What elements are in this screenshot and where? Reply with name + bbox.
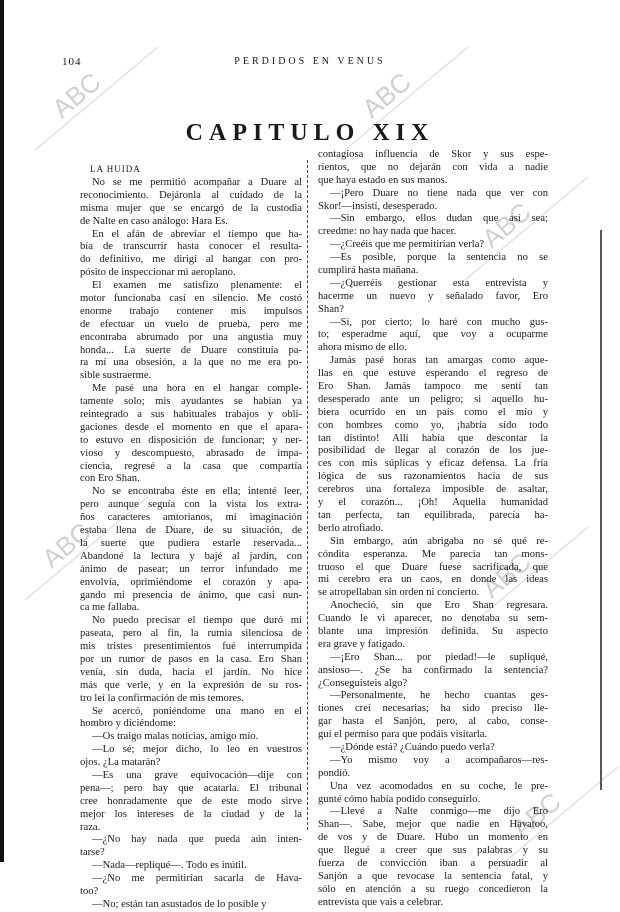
text-line: —No; están tan asustados de lo posible y xyxy=(92,898,267,910)
text-line: encontraba abrumado por una angustia muy xyxy=(80,331,302,343)
abc-watermark: ABC xyxy=(476,196,537,254)
section-heading: LA HUIDA xyxy=(90,164,141,174)
text-line: Sanjón a que revocase la sentencia fatal, y xyxy=(318,870,548,882)
text-line: —Nada—repliqué—. Todo es inútil. xyxy=(92,860,247,872)
text-line: gaciones desde el momento en que el apara- xyxy=(80,421,302,433)
text-line: Sin embargo, aún abrigaba no sé qué re- xyxy=(330,535,548,547)
text-line: —¡Pero Duare no tiene nada que ver con xyxy=(330,187,548,199)
text-line: Abandoné la lectura y bajé al jardín, con xyxy=(80,550,302,562)
paragraph xyxy=(318,213,548,239)
text-line: hombro y diciéndome: xyxy=(80,718,176,730)
text-line: Anocheció, sin que Ero Shan regresara. xyxy=(330,600,548,612)
paragraph xyxy=(80,177,302,229)
text-line: pósito de inspeccionar mi aeroplano. xyxy=(80,267,236,279)
text-line: gando mi presencia de ánimo, que casi nun- xyxy=(80,589,302,601)
text-line: reconocimiento. Dejáronla al cuidado de la xyxy=(80,189,302,201)
text-line: tro leí la confirmación de mis temores. xyxy=(80,692,244,704)
text-line: posibilidad de llegar al corazón de los jue- xyxy=(318,445,548,457)
text-line: la suerte que pudiera estarle reservada... xyxy=(80,537,302,549)
text-line: de vos y de Duare. Hubo un momento en xyxy=(318,832,548,844)
text-line: tan distinto! Allí había que descontar la xyxy=(318,432,548,444)
text-line: gunté cómo había podido conseguirlo. xyxy=(318,793,481,805)
text-line: ahora mismo de ello. xyxy=(318,342,407,354)
page-number: 104 xyxy=(62,56,82,68)
text-line: —¿Dónde está? ¿Cuándo puedo verla? xyxy=(330,741,495,753)
text-line: —¡Ero Shan... por piedad!—le supliqué, xyxy=(330,651,548,663)
paragraph xyxy=(318,239,548,252)
text-line: Me pasé una hora en el hangar comple- xyxy=(92,383,302,395)
text-line: cerebros una fortaleza imposible de asaltar, xyxy=(318,484,548,496)
text-line: reintegrado a sus habituales trabajos y obli- xyxy=(80,409,302,421)
text-line: se atropellaban sin orden ni concierto. xyxy=(318,587,480,599)
text-line: venía, sin duda, hacia el jardín. No hice xyxy=(80,666,302,678)
text-line: y el corazón... ¡Oh! Aquella humanidad xyxy=(318,497,548,509)
text-line: —Es una grave equivocación—dije con xyxy=(92,769,302,781)
text-line: pondió. xyxy=(318,767,351,779)
text-line: creedme: no hay nada que hacer. xyxy=(318,226,457,238)
column-rule xyxy=(307,160,309,830)
text-line: hacerme un nuevo y señalado favor, Ero xyxy=(318,290,548,302)
paragraph xyxy=(80,860,302,873)
text-line: Skor!—insistí, desesperado. xyxy=(318,200,438,212)
text-line: —Sí, por cierto; lo haré con mucho gus- xyxy=(330,316,548,328)
paragraph xyxy=(80,731,302,744)
text-line: ños caracteres amtorianos, mi imaginación xyxy=(80,512,302,524)
paragraph xyxy=(80,770,302,834)
text-line: No se me permitió acompañar a Duare al xyxy=(92,177,302,188)
text-line: Se acercó, poniéndome una mano en el xyxy=(92,705,302,717)
text-line: mi cerebro era un caos, en donde las ideas xyxy=(318,574,548,586)
text-line: mis tristes presentimientos fué interrumpida xyxy=(80,641,302,653)
text-line: Una vez acomodados en su coche, le pre- xyxy=(330,780,548,792)
text-line: —¿No me permitirían sacarla de Hava- xyxy=(92,873,302,885)
text-line: —¿No hay nada que pueda aún inten- xyxy=(92,834,302,846)
text-line: ¿Conseguisteis algo? xyxy=(318,677,408,689)
text-line: con Ero Shan. xyxy=(80,473,140,485)
text-line: ca me fallaba. xyxy=(80,602,140,614)
text-line: to estuvo en disposición de funcionar; y ner- xyxy=(80,434,302,446)
paragraph xyxy=(80,706,302,732)
text-line: era grave y fatigado. xyxy=(318,638,406,650)
text-line: pero aunque seguía con la vista los extra- xyxy=(80,499,302,511)
paragraph xyxy=(80,615,302,705)
paragraph xyxy=(80,834,302,860)
text-line: —Os traigo malas noticias, amigo mío. xyxy=(92,731,259,743)
text-line: ojos. ¿La matarán? xyxy=(80,757,161,769)
text-line: mejor los intereses de la ciudad y de la xyxy=(80,808,302,820)
text-line: fuerza de convicción iban a persuadir al xyxy=(318,857,548,869)
text-line: ciencia, regresé a la casa que compartía xyxy=(80,460,302,472)
text-line: pena—; pero hay que acatarla. El tribunal xyxy=(80,782,302,794)
paragraph xyxy=(80,873,302,899)
paragraph xyxy=(80,383,302,486)
paragraph xyxy=(318,252,548,278)
text-line: ces con mis súplicas y eficaz defensa. La fría xyxy=(318,458,548,470)
text-line: El examen me satisfizo plenamente: el xyxy=(92,280,302,292)
text-line: sólo en atención a su ruego concedieron la xyxy=(318,883,548,895)
page-edge-right xyxy=(600,230,602,790)
text-line: que llegué a creer que sus palabras y su xyxy=(318,845,548,857)
text-line: motor funcionaba casi en silencio. Me costó xyxy=(80,293,302,305)
abc-watermark: ABC xyxy=(36,516,97,574)
paragraph xyxy=(318,690,548,742)
text-line: —Sin embargo, ellos dudan que así sea; xyxy=(330,213,548,225)
text-line: ánimo de pasear; un terror infundado me xyxy=(80,563,302,575)
paragraph xyxy=(318,781,548,807)
text-line: Cuando le vi aparecer, no denotaba su sem- xyxy=(318,613,548,625)
text-line: do definitivo, me dirigí al hangar con pro- xyxy=(80,254,302,266)
running-head: PERDIDOS EN VENUS xyxy=(234,56,386,67)
text-line: honda... La suerte de Duare constituía pa- xyxy=(80,344,302,356)
text-line: —Personalmente, he hecho cuantas ges- xyxy=(330,690,548,702)
paragraph xyxy=(318,742,548,755)
text-line: tamente solo; mis ayudantes se habían ya xyxy=(80,396,302,408)
text-line: bía de transcurrir hasta conocer el resulta- xyxy=(80,241,302,253)
text-line: —¿Querréis gestionar esta entrevista y xyxy=(330,277,548,289)
abc-watermark: ABC xyxy=(356,66,417,124)
paragraph xyxy=(318,536,548,600)
text-line: desesperado ante un peligro; si aquello hu- xyxy=(318,393,548,405)
text-line: con hombres como yo, ¡habría sido todo xyxy=(318,419,548,431)
paragraph xyxy=(318,188,548,214)
paragraph xyxy=(318,355,548,535)
text-line: ra mí una obsesión, a la que no me era po- xyxy=(80,357,302,369)
text-column-left xyxy=(80,177,302,912)
text-line: envolvía, oprimiéndome el corazón y apa- xyxy=(80,576,302,588)
text-line: cree honradamente que de este modo sirve xyxy=(80,795,302,807)
paragraph xyxy=(80,899,302,912)
paragraph xyxy=(80,280,302,383)
paragraph xyxy=(318,278,548,317)
text-line: sible sustraerme. xyxy=(80,370,152,382)
text-line: ansioso—. ¿Se ha confirmado la sentencia? xyxy=(318,664,548,676)
text-line: raza. xyxy=(80,821,101,833)
paragraph xyxy=(80,744,302,770)
text-line: Ero Shan. Jamás tampoco me sentí tan xyxy=(318,381,548,393)
text-line: entrevista que vais a celebrar. xyxy=(318,896,444,908)
paragraph xyxy=(318,652,548,691)
text-line: estaba llena de Duare, de su situación, de xyxy=(80,525,302,537)
paragraph xyxy=(318,600,548,652)
abc-watermark: ABC xyxy=(476,546,537,604)
paragraph xyxy=(318,317,548,356)
text-line: En el afán de abreviar el tiempo que ha- xyxy=(92,228,302,240)
text-line: de efectuar un vuelo de prueba, pero me xyxy=(80,318,302,330)
text-line: berlo atrofiado. xyxy=(318,522,384,534)
paragraph xyxy=(318,806,548,909)
text-line: —Lo sé; mejor dicho, lo leo en vuestros xyxy=(92,744,302,756)
text-line: tan perfecta, tan equilibrada, parecía ha- xyxy=(318,509,548,521)
text-line: por un rumor de pasos en la casa. Ero Shan xyxy=(80,653,302,665)
text-line: lógica de sus razonamientos hacía de sus xyxy=(318,471,548,483)
text-line: too? xyxy=(80,885,99,897)
paragraph xyxy=(80,229,302,281)
text-line: de Nalte en caso análogo: Hara Es. xyxy=(80,215,228,227)
text-line: misma mujer que se encargó de la custodia xyxy=(80,202,302,214)
text-line: biera ocurrido en un país como el mío y xyxy=(318,406,548,418)
text-line: más que verle, y en la expresión de su ros- xyxy=(80,679,302,691)
paragraph xyxy=(80,486,302,615)
chapter-title: CAPITULO XIX xyxy=(185,120,435,146)
text-line: llas en que estuve esperando el regreso de xyxy=(318,368,548,380)
text-line: to; esperadme aquí, que voy a ocuparme xyxy=(318,329,548,341)
text-line: tiones creí necesarias; ha sido preciso lle- xyxy=(318,703,548,715)
text-line: tarse? xyxy=(80,847,105,859)
text-line: No se encontraba éste en ella; intenté leer, xyxy=(92,486,302,498)
text-line: —Es posible, porque la sentencia no se xyxy=(330,252,548,264)
text-line: cumplirá hasta mañana. xyxy=(318,265,419,277)
paragraph xyxy=(318,149,548,188)
text-line: vioso y descompuesto, abrasado de impa- xyxy=(80,447,302,459)
paragraph xyxy=(318,755,548,781)
text-line: —Llevé a Nalte conmigo—me dijo Ero xyxy=(330,806,548,818)
text-line: gar hasta el Sanjón, pero, al cabo, conse- xyxy=(318,716,548,728)
text-line: —Yo mismo voy a acompañaros—res- xyxy=(330,754,548,766)
abc-watermark: ABC xyxy=(506,786,567,844)
text-line: guí el permiso para que podáis visitarla. xyxy=(318,729,488,741)
text-line: truoso el que Duare fuese sacrificada, que xyxy=(318,561,548,573)
text-line: enorme trabajo contener mis impulsos xyxy=(80,305,302,317)
text-line: que haya estado en sus manos. xyxy=(318,174,448,186)
text-line: No puedo precisar el tiempo que duró mi xyxy=(92,615,302,627)
text-line: Shan? xyxy=(318,303,344,315)
text-line: paseata, pero al fin, la rumia silenciosa de xyxy=(80,628,302,640)
text-line: blante una impresión definida. Su aspecto xyxy=(318,625,548,637)
text-line: cóndita esperanza. Me parecía tan mons- xyxy=(318,548,548,560)
abc-watermark: ABC xyxy=(46,66,107,124)
text-column-right xyxy=(318,149,548,910)
text-line: —¿Creéis que me permitirían verla? xyxy=(330,239,485,251)
text-line: contagiosa influencia de Skor y sus espe- xyxy=(318,149,548,160)
text-line: Shan—. Sabe, mejor que nadie en Havatoo, xyxy=(318,819,548,831)
text-line: Jamás pasé horas tan amargas como aque- xyxy=(330,355,548,367)
text-line: rientos, que no dejarán con vida a nadie xyxy=(318,161,548,173)
